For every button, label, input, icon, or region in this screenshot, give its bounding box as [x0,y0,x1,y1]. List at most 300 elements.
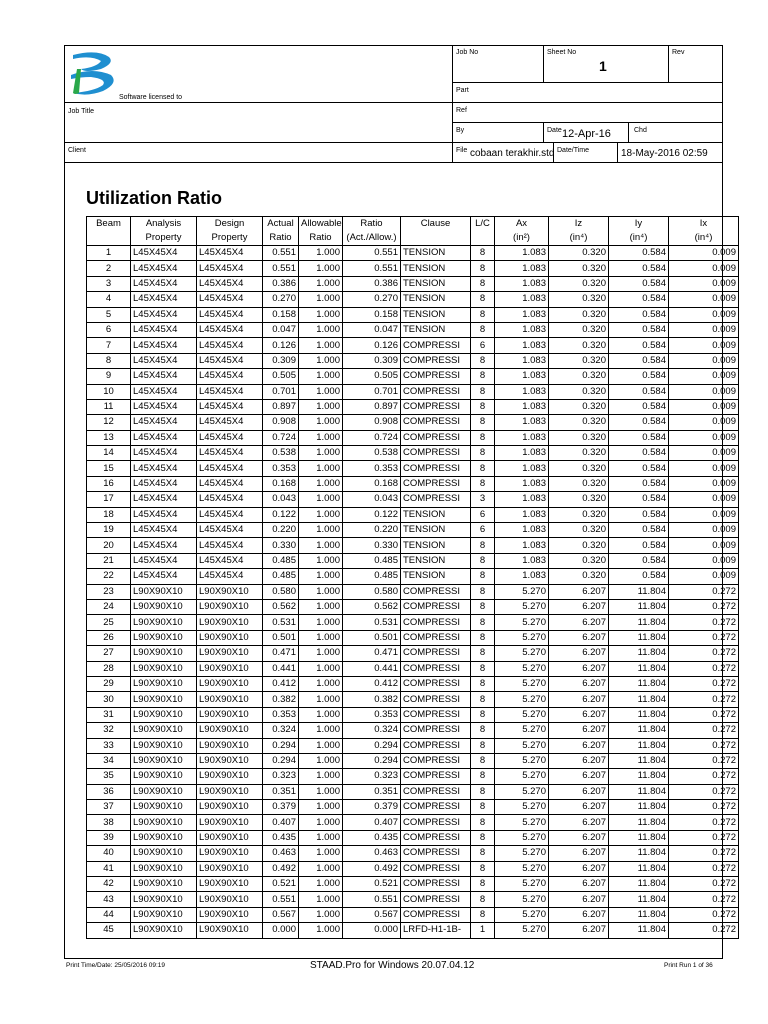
header-analysis-property-sub: Property [131,231,197,246]
cell-clause: COMPRESSI [401,599,471,614]
cell-ratio: 0.386 [343,276,401,291]
cell-iz: 0.320 [549,261,609,276]
part-label: Part [456,87,469,94]
header-iz: Iz [549,217,609,232]
header-ax-sub: (in²) [495,231,549,246]
cell-load-case: 8 [471,276,495,291]
cell-beam: 40 [87,846,131,861]
cell-analysis-property: L90X90X10 [131,784,197,799]
cell-load-case: 8 [471,661,495,676]
cell-iz: 6.207 [549,800,609,815]
table-row [87,246,739,261]
cell-ax: 5.270 [495,707,549,722]
cell-ix: 0.272 [669,646,739,661]
cell-actual-ratio: 0.485 [263,569,299,584]
cell-iz: 6.207 [549,615,609,630]
cell-clause: TENSION [401,292,471,307]
cell-design-property: L45X45X4 [197,492,263,507]
cell-iy: 0.584 [609,276,669,291]
cell-ix: 0.272 [669,769,739,784]
cell-ix: 0.009 [669,415,739,430]
cell-analysis-property: L45X45X4 [131,523,197,538]
cell-ax: 1.083 [495,322,549,337]
cell-ratio: 0.412 [343,676,401,691]
cell-iy: 11.804 [609,692,669,707]
cell-analysis-property: L90X90X10 [131,630,197,645]
cell-analysis-property: L45X45X4 [131,446,197,461]
header-ax: Ax [495,217,549,232]
cell-beam: 38 [87,815,131,830]
cell-analysis-property: L90X90X10 [131,646,197,661]
cell-iz: 6.207 [549,784,609,799]
cell-ix: 0.009 [669,446,739,461]
cell-ax: 5.270 [495,877,549,892]
cell-ratio: 0.551 [343,246,401,261]
table-row [87,753,739,768]
cell-ratio: 0.471 [343,646,401,661]
cell-allowable-ratio: 1.000 [299,784,343,799]
cell-actual-ratio: 0.567 [263,907,299,922]
cell-ratio: 0.521 [343,877,401,892]
cell-beam: 44 [87,907,131,922]
header-iy: Iy [609,217,669,232]
print-time: Print Time/Date: 25/05/2016 09:19 [66,962,166,969]
cell-actual-ratio: 0.309 [263,353,299,368]
cell-clause: COMPRESSI [401,384,471,399]
cell-design-property: L45X45X4 [197,415,263,430]
cell-ax: 1.083 [495,353,549,368]
cell-design-property: L45X45X4 [197,430,263,445]
cell-ax: 5.270 [495,907,549,922]
header-beam-sub [87,231,131,246]
table-row [87,292,739,307]
cell-load-case: 8 [471,723,495,738]
cell-clause: COMPRESSI [401,707,471,722]
cell-ix: 0.272 [669,815,739,830]
cell-iy: 11.804 [609,738,669,753]
cell-allowable-ratio: 1.000 [299,338,343,353]
cell-analysis-property: L90X90X10 [131,738,197,753]
cell-actual-ratio: 0.294 [263,738,299,753]
cell-iy: 11.804 [609,615,669,630]
cell-beam: 41 [87,861,131,876]
cell-actual-ratio: 0.897 [263,399,299,414]
cell-analysis-property: L90X90X10 [131,923,197,938]
cell-beam: 35 [87,769,131,784]
cell-design-property: L45X45X4 [197,307,263,322]
cell-analysis-property: L90X90X10 [131,769,197,784]
cell-ratio: 0.122 [343,507,401,522]
cell-ratio: 0.309 [343,353,401,368]
table-row [87,923,739,938]
cell-actual-ratio: 0.908 [263,415,299,430]
table-header-row [87,231,739,246]
cell-ix: 0.272 [669,692,739,707]
cell-ratio: 0.126 [343,338,401,353]
cell-actual-ratio: 0.501 [263,630,299,645]
cell-beam: 12 [87,415,131,430]
cell-allowable-ratio: 1.000 [299,399,343,414]
cell-ax: 1.083 [495,276,549,291]
cell-design-property: L45X45X4 [197,384,263,399]
cell-iy: 0.584 [609,461,669,476]
table-body [87,246,739,939]
sheet-no-label: Sheet No [547,49,577,56]
cell-iy: 11.804 [609,892,669,907]
cell-ix: 0.009 [669,246,739,261]
cell-ax: 1.083 [495,446,549,461]
cell-beam: 3 [87,276,131,291]
cell-design-property: L90X90X10 [197,907,263,922]
header-actual-ratio-sub: Ratio [263,231,299,246]
cell-analysis-property: L90X90X10 [131,907,197,922]
cell-allowable-ratio: 1.000 [299,861,343,876]
cell-ax: 1.083 [495,507,549,522]
table-row [87,676,739,691]
table-row [87,261,739,276]
cell-ix: 0.272 [669,615,739,630]
cell-iy: 11.804 [609,661,669,676]
cell-ratio: 0.407 [343,815,401,830]
cell-ax: 1.083 [495,246,549,261]
cell-actual-ratio: 0.531 [263,615,299,630]
cell-beam: 18 [87,507,131,522]
cell-design-property: L90X90X10 [197,584,263,599]
cell-iy: 0.584 [609,307,669,322]
cell-ratio: 0.270 [343,292,401,307]
cell-allowable-ratio: 1.000 [299,830,343,845]
cell-analysis-property: L45X45X4 [131,369,197,384]
cell-clause: COMPRESSI [401,415,471,430]
licensed-label: Software licensed to [119,94,183,101]
cell-ix: 0.272 [669,923,739,938]
table-row [87,784,739,799]
cell-ax: 5.270 [495,769,549,784]
header-analysis-property: Analysis [131,217,197,232]
cell-ratio: 0.158 [343,307,401,322]
cell-load-case: 8 [471,430,495,445]
cell-ax: 5.270 [495,692,549,707]
cell-iz: 6.207 [549,861,609,876]
cell-iz: 6.207 [549,707,609,722]
cell-iy: 11.804 [609,877,669,892]
cell-actual-ratio: 0.551 [263,892,299,907]
cell-allowable-ratio: 1.000 [299,661,343,676]
cell-ix: 0.272 [669,892,739,907]
header-ratio-sub: (Act./Allow.) [343,231,401,246]
cell-clause: COMPRESSI [401,461,471,476]
cell-ratio: 0.908 [343,415,401,430]
cell-design-property: L45X45X4 [197,523,263,538]
cell-analysis-property: L90X90X10 [131,661,197,676]
cell-ax: 5.270 [495,738,549,753]
cell-ix: 0.272 [669,800,739,815]
table-row [87,553,739,568]
cell-clause: COMPRESSI [401,630,471,645]
cell-iz: 0.320 [549,569,609,584]
cell-ratio: 0.323 [343,769,401,784]
cell-beam: 1 [87,246,131,261]
cell-ax: 5.270 [495,630,549,645]
header-iz-sub: (in⁴) [549,231,609,246]
file-value: cobaan terakhir.std [470,148,555,159]
cell-allowable-ratio: 1.000 [299,846,343,861]
cell-iy: 11.804 [609,753,669,768]
cell-actual-ratio: 0.220 [263,523,299,538]
cell-clause: COMPRESSI [401,369,471,384]
cell-analysis-property: L90X90X10 [131,723,197,738]
cell-allowable-ratio: 1.000 [299,769,343,784]
cell-load-case: 8 [471,415,495,430]
cell-clause: COMPRESSI [401,446,471,461]
cell-ratio: 0.382 [343,692,401,707]
cell-allowable-ratio: 1.000 [299,815,343,830]
cell-iy: 11.804 [609,907,669,922]
cell-actual-ratio: 0.521 [263,877,299,892]
cell-analysis-property: L90X90X10 [131,861,197,876]
header-load-case: L/C [471,217,495,232]
cell-allowable-ratio: 1.000 [299,246,343,261]
cell-ax: 1.083 [495,430,549,445]
cell-design-property: L45X45X4 [197,276,263,291]
cell-analysis-property: L90X90X10 [131,692,197,707]
cell-design-property: L90X90X10 [197,676,263,691]
cell-clause: LRFD-H1-1B- [401,923,471,938]
cell-ax: 1.083 [495,461,549,476]
cell-allowable-ratio: 1.000 [299,461,343,476]
cell-iz: 0.320 [549,384,609,399]
cell-ix: 0.009 [669,322,739,337]
header-design-property-sub: Property [197,231,263,246]
cell-design-property: L45X45X4 [197,399,263,414]
cell-load-case: 8 [471,569,495,584]
cell-load-case: 8 [471,538,495,553]
cell-ax: 5.270 [495,753,549,768]
cell-ix: 0.272 [669,707,739,722]
cell-clause: COMPRESSI [401,661,471,676]
cell-clause: COMPRESSI [401,353,471,368]
cell-load-case: 8 [471,846,495,861]
cell-clause: COMPRESSI [401,723,471,738]
cell-actual-ratio: 0.294 [263,753,299,768]
cell-beam: 15 [87,461,131,476]
cell-analysis-property: L90X90X10 [131,877,197,892]
cell-iy: 11.804 [609,646,669,661]
table-row [87,615,739,630]
table-row [87,538,739,553]
header-ix: Ix [669,217,739,232]
rev-label: Rev [672,49,685,56]
header-divider [628,122,629,142]
cell-load-case: 8 [471,307,495,322]
cell-allowable-ratio: 1.000 [299,322,343,337]
cell-iy: 0.584 [609,492,669,507]
cell-design-property: L90X90X10 [197,661,263,676]
cell-analysis-property: L45X45X4 [131,415,197,430]
cell-allowable-ratio: 1.000 [299,923,343,938]
cell-iz: 6.207 [549,753,609,768]
cell-ratio: 0.897 [343,399,401,414]
cell-load-case: 8 [471,830,495,845]
chd-label: Chd [634,127,647,134]
cell-ratio: 0.580 [343,584,401,599]
table-row [87,800,739,815]
cell-load-case: 8 [471,877,495,892]
cell-load-case: 8 [471,261,495,276]
cell-load-case: 8 [471,738,495,753]
cell-allowable-ratio: 1.000 [299,276,343,291]
cell-clause: COMPRESSI [401,646,471,661]
cell-allowable-ratio: 1.000 [299,384,343,399]
cell-ax: 5.270 [495,676,549,691]
cell-actual-ratio: 0.126 [263,338,299,353]
cell-beam: 9 [87,369,131,384]
cell-design-property: L90X90X10 [197,738,263,753]
cell-ix: 0.009 [669,461,739,476]
cell-iz: 6.207 [549,661,609,676]
cell-actual-ratio: 0.351 [263,784,299,799]
table-header-row [87,217,739,232]
cell-iz: 6.207 [549,723,609,738]
table-row [87,369,739,384]
cell-actual-ratio: 0.043 [263,492,299,507]
cell-ax: 1.083 [495,338,549,353]
cell-allowable-ratio: 1.000 [299,892,343,907]
cell-allowable-ratio: 1.000 [299,369,343,384]
cell-iy: 0.584 [609,384,669,399]
cell-load-case: 1 [471,923,495,938]
cell-actual-ratio: 0.471 [263,646,299,661]
cell-allowable-ratio: 1.000 [299,738,343,753]
cell-iz: 6.207 [549,738,609,753]
cell-design-property: L90X90X10 [197,753,263,768]
cell-actual-ratio: 0.353 [263,461,299,476]
cell-ax: 1.083 [495,492,549,507]
cell-ratio: 0.551 [343,892,401,907]
cell-design-property: L45X45X4 [197,507,263,522]
cell-beam: 19 [87,523,131,538]
cell-allowable-ratio: 1.000 [299,292,343,307]
cell-iz: 0.320 [549,476,609,491]
cell-load-case: 8 [471,800,495,815]
cell-load-case: 6 [471,338,495,353]
cell-design-property: L45X45X4 [197,338,263,353]
header-divider [452,82,722,83]
cell-allowable-ratio: 1.000 [299,630,343,645]
cell-beam: 14 [87,446,131,461]
cell-beam: 37 [87,800,131,815]
header-load-case-sub [471,231,495,246]
cell-iz: 6.207 [549,646,609,661]
cell-clause: COMPRESSI [401,830,471,845]
job-title-label: Job Title [68,108,95,115]
cell-analysis-property: L90X90X10 [131,892,197,907]
cell-actual-ratio: 0.386 [263,276,299,291]
cell-ax: 5.270 [495,815,549,830]
cell-iz: 0.320 [549,538,609,553]
cell-beam: 45 [87,923,131,938]
cell-iz: 0.320 [549,461,609,476]
cell-ax: 1.083 [495,307,549,322]
cell-load-case: 8 [471,246,495,261]
cell-ratio: 0.435 [343,830,401,845]
sheet-no-value: 1 [599,58,607,74]
cell-actual-ratio: 0.492 [263,861,299,876]
cell-ix: 0.272 [669,907,739,922]
cell-clause: TENSION [401,538,471,553]
cell-iy: 0.584 [609,523,669,538]
cell-design-property: L90X90X10 [197,707,263,722]
cell-ratio: 0.353 [343,707,401,722]
cell-analysis-property: L45X45X4 [131,538,197,553]
cell-ix: 0.009 [669,261,739,276]
cell-iy: 11.804 [609,800,669,815]
cell-clause: COMPRESSI [401,769,471,784]
cell-beam: 8 [87,353,131,368]
cell-analysis-property: L45X45X4 [131,553,197,568]
cell-clause: COMPRESSI [401,399,471,414]
table-row [87,707,739,722]
cell-beam: 42 [87,877,131,892]
cell-iy: 0.584 [609,569,669,584]
cell-load-case: 8 [471,815,495,830]
cell-ratio: 0.492 [343,861,401,876]
file-label: File [456,147,468,154]
cell-load-case: 3 [471,492,495,507]
cell-iz: 6.207 [549,923,609,938]
cell-iz: 0.320 [549,523,609,538]
cell-design-property: L90X90X10 [197,800,263,815]
cell-beam: 13 [87,430,131,445]
cell-iy: 0.584 [609,415,669,430]
cell-design-property: L90X90X10 [197,599,263,614]
cell-ix: 0.009 [669,492,739,507]
cell-beam: 17 [87,492,131,507]
cell-load-case: 8 [471,461,495,476]
table-row [87,877,739,892]
cell-load-case: 8 [471,446,495,461]
cell-design-property: L45X45X4 [197,476,263,491]
cell-analysis-property: L45X45X4 [131,569,197,584]
cell-design-property: L90X90X10 [197,784,263,799]
cell-allowable-ratio: 1.000 [299,692,343,707]
cell-iz: 6.207 [549,630,609,645]
table-row [87,584,739,599]
cell-beam: 10 [87,384,131,399]
cell-ix: 0.009 [669,292,739,307]
cell-beam: 23 [87,584,131,599]
cell-ax: 1.083 [495,569,549,584]
cell-design-property: L90X90X10 [197,892,263,907]
cell-ax: 1.083 [495,399,549,414]
cell-beam: 11 [87,399,131,414]
cell-allowable-ratio: 1.000 [299,584,343,599]
table-row [87,492,739,507]
cell-analysis-property: L45X45X4 [131,476,197,491]
table-row [87,307,739,322]
header-divider [65,102,722,103]
cell-beam: 30 [87,692,131,707]
cell-design-property: L45X45X4 [197,261,263,276]
table-row [87,630,739,645]
table-row [87,892,739,907]
cell-analysis-property: L45X45X4 [131,307,197,322]
cell-iz: 6.207 [549,769,609,784]
cell-iz: 0.320 [549,307,609,322]
cell-actual-ratio: 0.701 [263,384,299,399]
table-row [87,738,739,753]
cell-iz: 6.207 [549,599,609,614]
